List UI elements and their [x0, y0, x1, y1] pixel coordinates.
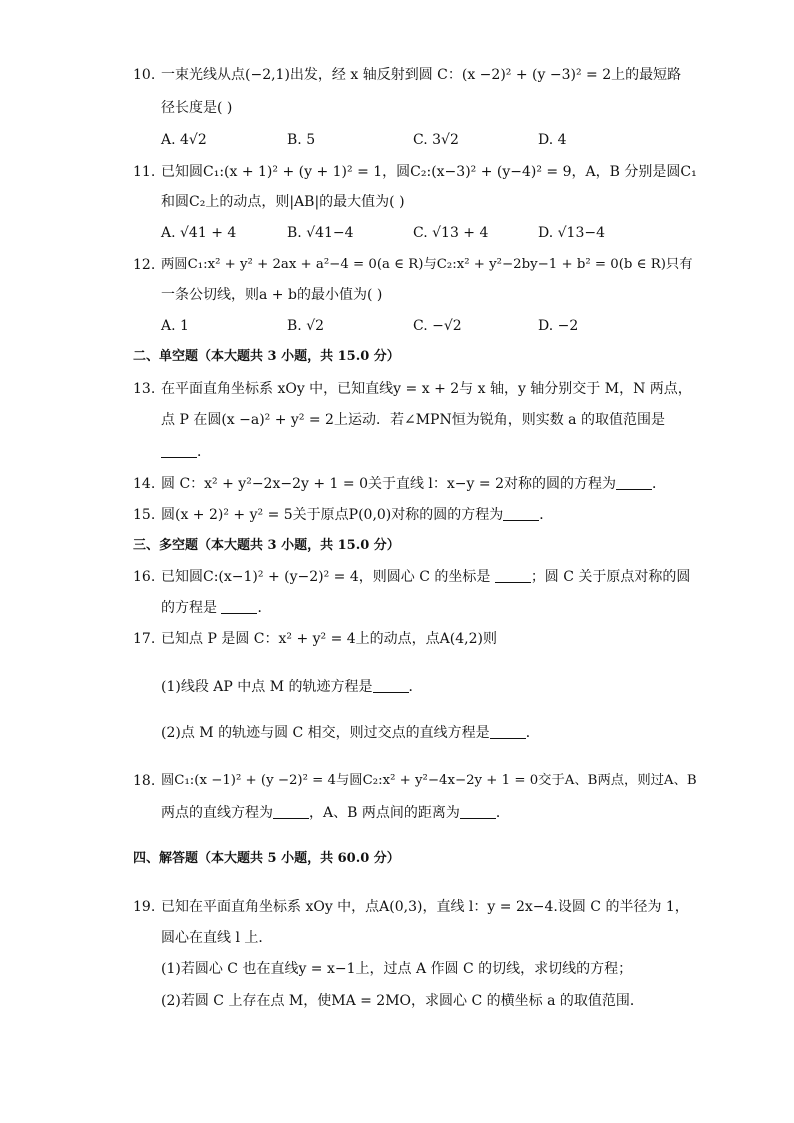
q19-number: 19. [133, 899, 156, 915]
q15-number: 15. [133, 507, 156, 523]
q13-line2: 点 P 在圆(x −a)² + y² = 2上运动．若∠MPN恒为锐角，则实数 a 的取值范围是 [161, 412, 665, 428]
q10-option-a: A. 4√2 [161, 132, 207, 148]
q10-option-b: B. 5 [287, 132, 316, 148]
q12-option-c: C. −√2 [413, 318, 462, 334]
answer-blank [495, 568, 531, 583]
q18-number: 18. [133, 773, 156, 789]
q11-option-d: D. √13−4 [538, 225, 605, 241]
q12-option-b: B. √2 [287, 318, 325, 334]
q10-line1: 一束光线从点(−2,1)出发，经 x 轴反射到圆 C：(x −2)² + (y −3)² = 2上的最短路 [161, 67, 682, 83]
q11-option-b: B. √41−4 [287, 225, 354, 241]
q16-line1: 已知圆C:(x−1)² + (y−2)² = 4，则圆心 C 的坐标是 ；圆 C 关于原点对称的圆 [161, 569, 691, 585]
q18-line1: 圆C₁:(x −1)² + (y −2)² = 4与圆C₂:x² + y²−4x−2y + 1 = 0交于A、B两点，则过A、B [161, 773, 697, 788]
section-2-heading: 二、单空题（本大题共 3 小题，共 15.0 分） [133, 349, 400, 364]
q16-number: 16. [133, 569, 156, 585]
q15-text: 圆(x + 2)² + y² = 5关于原点P(0,0)对称的圆的方程为 ． [161, 507, 554, 523]
q14-number: 14. [133, 476, 156, 492]
q13-number: 13. [133, 381, 156, 397]
section-3-heading: 三、多空题（本大题共 3 小题，共 15.0 分） [133, 538, 400, 553]
q10-option-c: C. 3√2 [413, 132, 459, 148]
q11-option-c: C. √13 + 4 [413, 225, 489, 241]
q16-line2: 的方程是 ． [161, 600, 272, 616]
answer-blank [503, 506, 539, 521]
answer-blank [161, 443, 197, 458]
q13-line1: 在平面直角坐标系 xOy 中，已知直线y = x + 2与 x 轴，y 轴分别交于 M，N 两点， [161, 381, 692, 397]
q10-number: 10. [133, 67, 156, 83]
q13-line3: ． [161, 443, 211, 461]
q11-line2: 和圆C₂上的动点，则|AB|的最大值为( ) [161, 194, 405, 210]
q19-line2: 圆心在直线 l 上． [161, 930, 273, 946]
answer-blank [273, 804, 309, 819]
q17-sub1: (1)线段 AP 中点 M 的轨迹方程是 ． [161, 679, 423, 695]
q12-number: 12. [133, 257, 156, 273]
q19-line1: 已知在平面直角坐标系 xOy 中，点A(0,3)，直线 l：y = 2x−4.设圆 C 的半径为 1， [161, 899, 689, 915]
q18-line2: 两点的直线方程为 ，A、B 两点间的距离为 ． [161, 805, 510, 821]
q12-option-a: A. 1 [161, 318, 189, 334]
q19-sub1: (1)若圆心 C 也在直线y = x−1上，过点 A 作圆 C 的切线，求切线的方程； [161, 961, 633, 977]
answer-blank [221, 599, 257, 614]
q10-line2: 径长度是( ) [161, 100, 233, 116]
q19-sub2: (2)若圆 C 上存在点 M，使MA = 2MO，求圆心 C 的横坐标 a 的取值范围． [161, 993, 644, 1009]
q17-line1: 已知点 P 是圆 C：x² + y² = 4上的动点，点A(4,2)则 [161, 631, 497, 647]
q11-number: 11. [133, 164, 156, 180]
answer-blank [373, 678, 409, 693]
section-4-heading: 四、解答题（本大题共 5 小题，共 60.0 分） [133, 851, 400, 866]
q11-line1: 已知圆C₁:(x + 1)² + (y + 1)² = 1，圆C₂:(x−3)² + (y−4)² = 9，A，B 分别是圆C₁ [161, 164, 697, 180]
q17-number: 17. [133, 631, 156, 647]
q12-line1: 两圆C₁:x² + y² + 2ax + a²−4 = 0(a ∈ R)与C₂:x² + y²−2by−1 + b² = 0(b ∈ R)只有 [161, 257, 693, 272]
q12-line2: 一条公切线，则a + b的最小值为( ) [161, 287, 383, 303]
q12-option-d: D. −2 [538, 318, 579, 334]
answer-blank [460, 804, 496, 819]
q14-text: 圆 C：x² + y²−2x−2y + 1 = 0关于直线 l：x−y = 2对称的圆的方程为 ． [161, 476, 666, 492]
answer-blank [616, 475, 652, 490]
q11-option-a: A. √41 + 4 [161, 225, 237, 241]
q17-sub2: (2)点 M 的轨迹与圆 C 相交，则过交点的直线方程是 ． [161, 725, 540, 741]
q10-option-d: D. 4 [538, 132, 567, 148]
answer-blank [490, 724, 526, 739]
